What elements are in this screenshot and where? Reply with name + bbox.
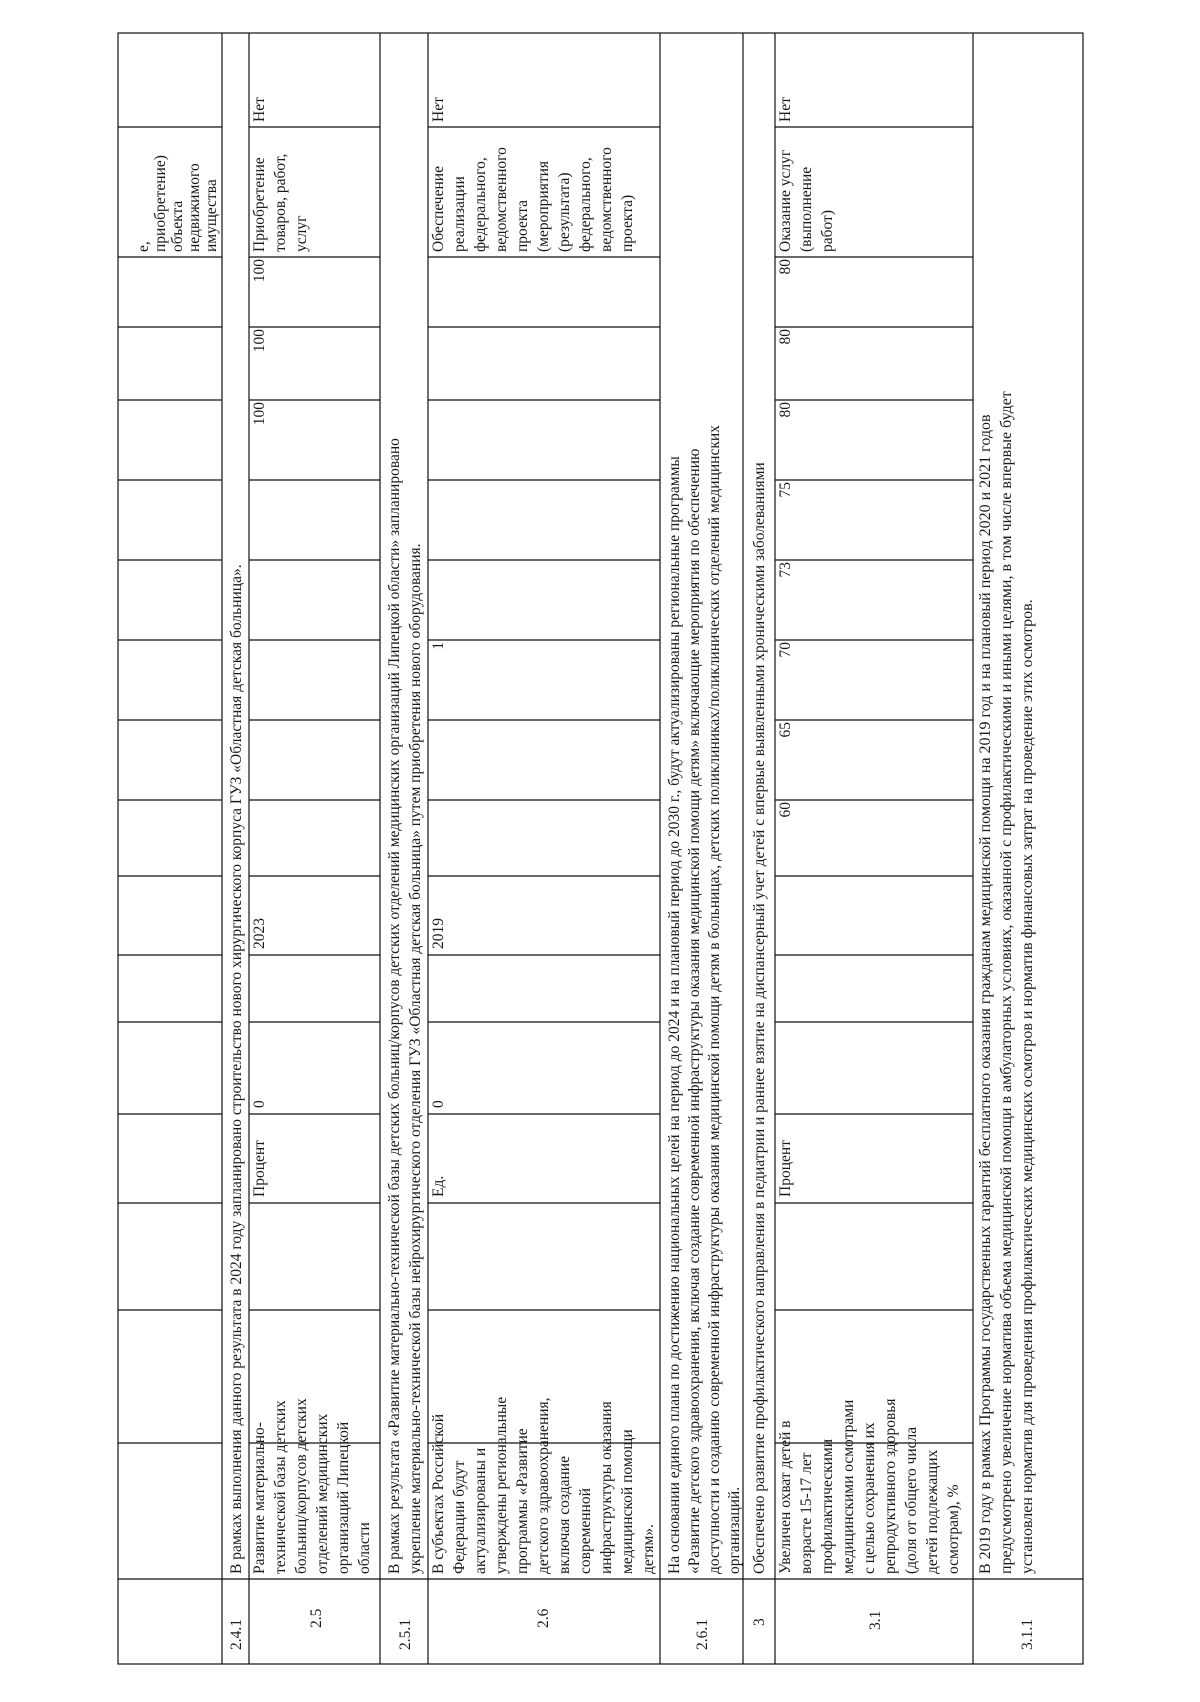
flag-cell: Нет bbox=[777, 97, 794, 122]
row-r311 bbox=[977, 387, 1036, 1650]
row-number: 3.1 bbox=[867, 1610, 884, 1630]
row-number: 3 bbox=[751, 1618, 768, 1626]
base-value: 0 bbox=[430, 1100, 447, 1108]
row-r261 bbox=[666, 421, 743, 1650]
row-r3 bbox=[751, 462, 768, 1626]
row-number: 2.6.1 bbox=[694, 1619, 711, 1650]
indicator-name: Развитие материально- технической базы детских больниц/корпусов детских отделений медицинских организаций Липецкой области bbox=[251, 1398, 373, 1574]
value-2022: 73 bbox=[777, 562, 794, 578]
type-cell: е, приобретение) объекта недвижимого имущества bbox=[135, 155, 220, 252]
value-2022: 100 bbox=[251, 402, 268, 426]
row-number: 2.6 bbox=[535, 1608, 552, 1628]
row-number: 3.1.1 bbox=[1019, 1619, 1036, 1650]
value-2025: 80 bbox=[777, 329, 794, 345]
row-number: 2.5.1 bbox=[397, 1619, 414, 1650]
unit-cell: Процент bbox=[777, 1140, 794, 1197]
value-2020: 65 bbox=[777, 722, 794, 738]
col-lines-r25 bbox=[249, 127, 380, 1443]
value-2023: 75 bbox=[777, 482, 794, 498]
col-lines-r31 bbox=[775, 127, 973, 1443]
merged-text: Обеспечено развитие профилактического направления в педиатрии и раннее взятие на диспансерный учет детей с впервые выявленными хроническими заболеваниями bbox=[751, 462, 768, 1574]
type-cell: Приобретение товаров, работ, услуг bbox=[251, 153, 310, 252]
type-cell: Обеспечение реализации федерального, ведомственного проекта (мероприятия (результата) федерального, ведомственного проекта) bbox=[430, 147, 636, 252]
value-2019: 1 bbox=[430, 642, 447, 650]
row-r0 bbox=[135, 151, 220, 252]
value-2023: 100 bbox=[251, 329, 268, 353]
merged-text: На основании единого плана по достижению национальных целей на период до 2024 и на плановый период до 2030 г., будут актуализированы региональные программы «Развитие детского здравоохранения, включая создание современной инфраструктуры оказания медицинской помощи детям» включающие мероприятия по обеспечению доступности и созданию современной инфраструктуры оказания медицинской помощи детям в больницах, детских поликлиниках/поликлинических отделений медицинских организаций. bbox=[666, 425, 743, 1574]
col-lines-r26 bbox=[428, 127, 660, 1443]
value-2021: 70 bbox=[777, 642, 794, 658]
col-lines-r0 bbox=[118, 127, 222, 1443]
base-year: 2023 bbox=[251, 918, 268, 949]
row-r241 bbox=[228, 564, 245, 1650]
merged-text: В рамках результата «Развитие материально-технической базы детских больниц/корпусов детских отделений медицинских организаций Липецкой области» запланировано укрепление материально-технической базы нейрохирургического отделения ГУЗ «Областная детская больница» путем приобретения нового оборудования. bbox=[386, 438, 424, 1574]
indicator-name: В субъектах Российской Федерации будут актуализированы и утверждены региональные программы «Развитие детского здравоохранения, включая создание современной инфраструктуры оказания медицинской помощи детям». bbox=[430, 1396, 657, 1574]
type-cell: Оказание услуг (выполнение работ) bbox=[777, 149, 836, 252]
unit-cell: Процент bbox=[251, 1140, 268, 1197]
value-2026: 80 bbox=[777, 259, 794, 275]
unit-cell: Ед. bbox=[430, 1175, 447, 1197]
base-value: 0 bbox=[251, 1100, 268, 1108]
row-r251 bbox=[386, 434, 424, 1650]
flag-cell: Нет bbox=[430, 97, 447, 122]
base-year: 2019 bbox=[430, 918, 447, 949]
value-2024: 80 bbox=[777, 402, 794, 418]
merged-text: В рамках выполнения данного результата в 2024 году запланировано строительство нового хирургического корпуса ГУЗ «Областная детская больница». bbox=[228, 564, 245, 1574]
merged-text: В 2019 году в рамках Программы государственных гарантий бесплатного оказания гражданам медицинской помощи на 2019 год и на плановый период 2020 и 2021 годов предусмотрено увеличение норматива объема медицинской помощи в амбулаторных условиях, оказанной с профилактическими и иными целями, в том числе впервые будет установлен норматив для проведения профилактических медицинских осмотров и норматив финансовых затрат на проведение этих осмотров. bbox=[977, 391, 1036, 1574]
row-number: 2.4.1 bbox=[228, 1619, 245, 1650]
flag-cell: Нет bbox=[251, 97, 268, 122]
value-2024: 100 bbox=[251, 259, 268, 283]
row-number: 2.5 bbox=[308, 1608, 325, 1628]
indicator-name: Увеличен охват детей в возрасте 15-17 лет профилактическими медицинскими осмотрами с целью сохранения их репродуктивного здоровья (доля от общего числа детей подлежащих осмотрам), % bbox=[777, 1398, 962, 1574]
value-2019: 60 bbox=[777, 802, 794, 818]
